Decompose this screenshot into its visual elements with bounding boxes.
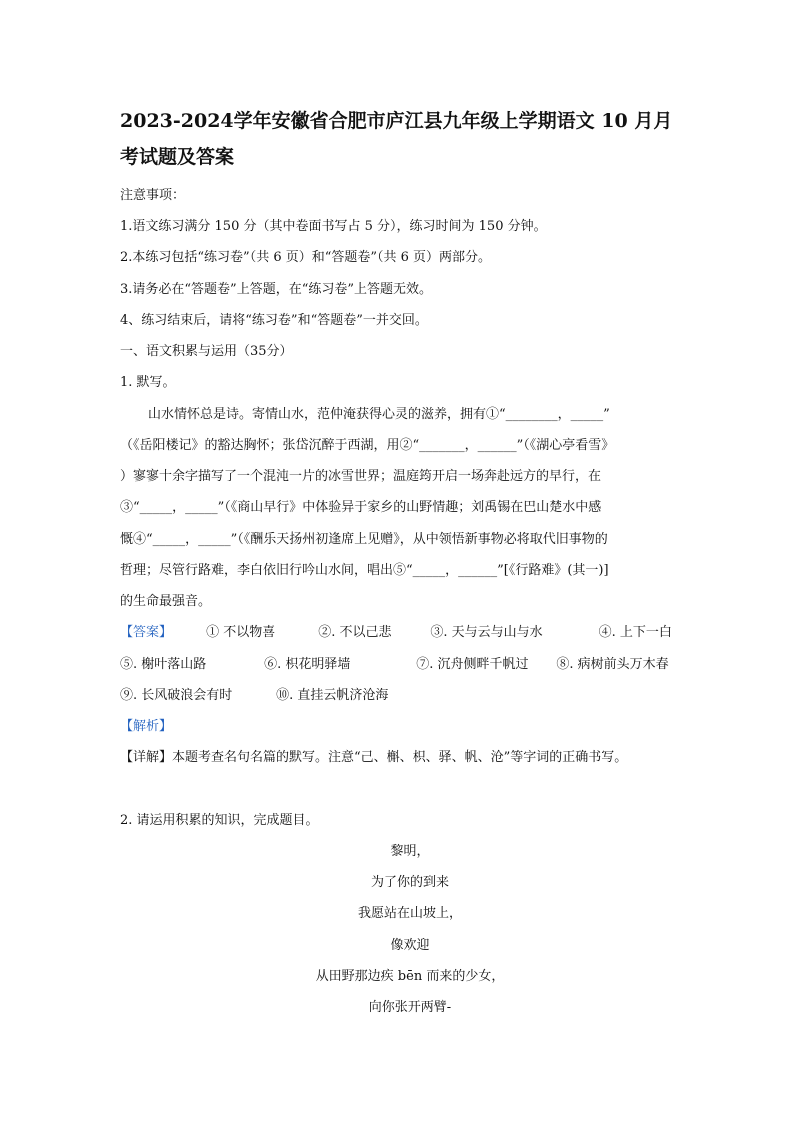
answer-item: ⑤. 榭叶落山路 — [120, 657, 207, 672]
poem-line: 从田野那边疾 bēn 而来的少女， — [315, 969, 505, 984]
answer-item: ⑥. 枳花明驿墙 — [264, 657, 351, 672]
notice-item-4: 4、练习结束后，请将“练习卷”和“答题卷”一并交回。 — [120, 313, 428, 328]
section-heading: 一、语文积累与运用（35分） — [120, 344, 293, 359]
poem-line: 像欢迎 — [390, 938, 430, 953]
answer-item: ⑩. 直挂云帆济沧海 — [276, 688, 389, 703]
q1-text-line: 的生命最强音。 — [120, 594, 212, 609]
answer-row — [120, 623, 672, 643]
answer-item: ②. 不以己悲 — [318, 625, 392, 640]
answer-item: ③. 天与云与山与水 — [430, 625, 543, 640]
answer-item: ⑧. 病树前头万木春 — [556, 657, 669, 672]
q1-text-line: 慨④“_____，_____”（《酬乐天扬州初逢席上见赠》，从中领悟新事物必将取代旧事物的 — [120, 532, 608, 547]
answer-tag: 【答案】 — [120, 625, 173, 640]
poem-line: 黎明， — [390, 844, 430, 859]
detail-line — [120, 748, 627, 768]
q1-text-line: 哲理；尽管行路难，李白依旧行吟山水间，唱出⑤“_____，______”[《行路难》(其一)] — [120, 563, 609, 578]
notice-item-2: 2.本练习包括“练习卷”（共 6 页）和“答题卷”（共 6 页）两部分。 — [120, 250, 492, 265]
q1-text-line: 山水情怀总是诗。寄情山水，范仲淹获得心灵的滋养，拥有①“________，_____” — [148, 407, 610, 422]
notice-item-3: 3.请务必在“答题卷”上答题，在“练习卷”上答题无效。 — [120, 282, 432, 297]
analysis-tag: 【解析】 — [120, 719, 173, 734]
poem-line: 我愿站在山坡上， — [357, 906, 462, 921]
detail-tag: 【详解】 — [120, 750, 173, 765]
question-1-label: 1. 默写。 — [120, 375, 176, 390]
q1-text-line: ）寥寥十余字描写了一个混沌一片的冰雪世界；温庭筠开启一场奔赴远方的早行，在 — [120, 469, 602, 484]
notice-heading: 注意事项： — [120, 188, 186, 203]
answer-row — [120, 655, 669, 675]
notice-item-1: 1.语文练习满分 150 分（其中卷面书写占 5 分），练习时间为 150 分钟。 — [120, 219, 547, 234]
answer-item: ① 不以物喜 — [206, 625, 276, 640]
page-title: 2023-2024学年安徽省合肥市庐江县九年级上学期语文 10 月月考试题及答案 — [120, 110, 673, 168]
answer-item: ⑦. 沉舟侧畔千帆过 — [416, 657, 529, 672]
q1-text-line: ③“_____，_____”（《商山早行》中体验异于家乡的山野情趣；刘禹锡在巴山楚水中感 — [120, 500, 602, 515]
question-2-label: 2. 请运用积累的知识，完成题目。 — [120, 813, 319, 828]
answer-item: ⑨. 长风破浪会有时 — [120, 688, 233, 703]
answer-row — [120, 686, 388, 706]
q1-text-line: （《岳阳楼记》的豁达胸怀；张岱沉醉于西湖，用②“_______，______”（《湖心亭看雪》 — [120, 438, 615, 453]
answer-item: ④. 上下一白 — [598, 625, 672, 640]
poem-line: 为了你的到来 — [370, 875, 449, 890]
detail-text: 本题考查名句名篇的默写。注意“己、槲、枳、驿、帆、沧”等字词的正确书写。 — [172, 750, 628, 765]
poem-line: 向你张开两臂- — [368, 1000, 452, 1015]
